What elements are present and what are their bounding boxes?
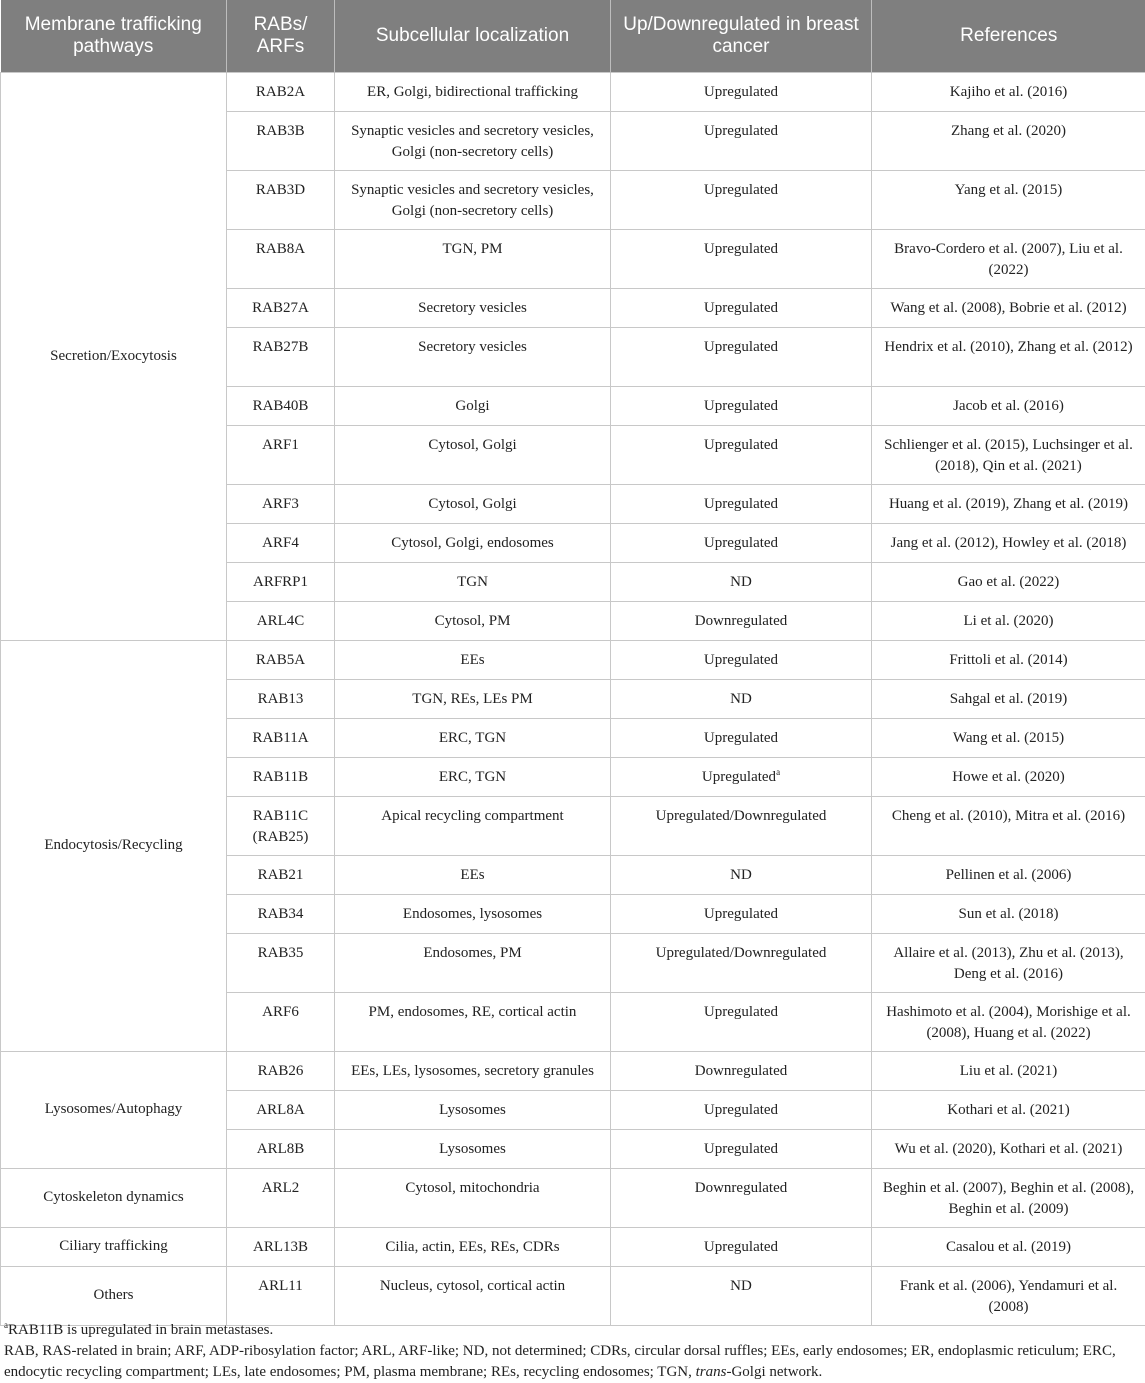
references-cell: Pellinen et al. (2006) — [872, 855, 1145, 894]
references-cell: Huang et al. (2019), Zhang et al. (2019) — [872, 484, 1145, 523]
protein-cell: RAB27B — [227, 327, 335, 386]
protein-cell: ARL2 — [227, 1168, 335, 1227]
regulation-text: ND — [730, 573, 752, 590]
regulation-text: Upregulated/Downregulated — [655, 807, 827, 824]
localization-cell: Secretory vesicles — [335, 288, 611, 327]
regulation-text: Upregulated — [703, 122, 779, 139]
protein-cell: ARF3 — [227, 484, 335, 523]
abbreviations-text: RAB, RAS-related in brain; ARF, ADP-ribosylation factor; ARL, ARF-like; ND, not determined; CDRs, circular dorsal ruffles; EEs, early endosomes; ER, endoplasmic reticulum; ERC, endocytic recycling compartment; LEs, late endosomes; PM, plasma membrane; REs, recycling endosomes; TGN, — [4, 1343, 1116, 1380]
regulation-cell — [611, 1266, 872, 1325]
protein-cell: RAB26 — [227, 1051, 335, 1090]
header-references: References — [872, 0, 1145, 72]
references-cell: Hashimoto et al. (2004), Morishige et al. (2008), Huang et al. (2022) — [872, 992, 1145, 1051]
regulation-cell — [611, 1227, 872, 1266]
localization-cell: PM, endosomes, RE, cortical actin — [335, 992, 611, 1051]
pathway-cell: Cytoskeleton dynamics — [1, 1168, 227, 1227]
regulation-text: Upregulated — [703, 299, 779, 316]
pathway-cell: Ciliary trafficking — [1, 1227, 227, 1266]
references-cell: Beghin et al. (2007), Beghin et al. (2008), Beghin et al. (2009) — [872, 1168, 1145, 1227]
localization-cell: ERC, TGN — [335, 757, 611, 796]
references-cell: Casalou et al. (2019) — [872, 1227, 1145, 1266]
protein-cell: ARL8B — [227, 1129, 335, 1168]
abbreviations-end: -Golgi network. — [726, 1364, 823, 1380]
references-cell: Schlienger et al. (2015), Luchsinger et al. (2018), Qin et al. (2021) — [872, 425, 1145, 484]
localization-cell: Lysosomes — [335, 1129, 611, 1168]
regulation-cell — [611, 894, 872, 933]
regulation-cell — [611, 425, 872, 484]
regulation-text: Downregulated — [694, 1179, 788, 1196]
regulation-cell — [611, 1168, 872, 1227]
references-cell: Kothari et al. (2021) — [872, 1090, 1145, 1129]
references-cell: Allaire et al. (2013), Zhu et al. (2013), Deng et al. (2016) — [872, 933, 1145, 992]
references-cell: Liu et al. (2021) — [872, 1051, 1145, 1090]
references-cell: Hendrix et al. (2010), Zhang et al. (2012) — [872, 327, 1145, 386]
localization-cell: Endosomes, PM — [335, 933, 611, 992]
protein-cell: RAB8A — [227, 229, 335, 288]
protein-cell: RAB34 — [227, 894, 335, 933]
protein-cell: ARFRP1 — [227, 562, 335, 601]
regulation-cell — [611, 72, 872, 111]
protein-cell: RAB11B — [227, 757, 335, 796]
regulation-text: Upregulated — [703, 1003, 779, 1020]
header-pathway: Membrane trafficking pathways — [1, 0, 227, 72]
footnote-a-mark: a — [4, 1320, 8, 1330]
protein-cell: ARL8A — [227, 1090, 335, 1129]
localization-cell: Cytosol, Golgi — [335, 484, 611, 523]
regulation-text: ND — [730, 1277, 752, 1294]
regulation-text: Upregulated — [703, 1101, 779, 1118]
localization-cell: Cytosol, Golgi, endosomes — [335, 523, 611, 562]
footnote-mark: a — [776, 766, 781, 777]
regulation-cell — [611, 757, 872, 796]
references-cell: Sahgal et al. (2019) — [872, 679, 1145, 718]
regulation-cell — [611, 327, 872, 386]
regulation-cell — [611, 111, 872, 170]
protein-cell: RAB13 — [227, 679, 335, 718]
localization-cell: TGN, REs, LEs PM — [335, 679, 611, 718]
localization-cell: Synaptic vesicles and secretory vesicles, Golgi (non-secretory cells) — [335, 170, 611, 229]
localization-cell: Cytosol, Golgi — [335, 425, 611, 484]
references-cell: Wu et al. (2020), Kothari et al. (2021) — [872, 1129, 1145, 1168]
regulation-cell — [611, 855, 872, 894]
regulation-cell — [611, 992, 872, 1051]
regulation-text: Upregulated — [703, 534, 779, 551]
protein-cell: RAB2A — [227, 72, 335, 111]
protein-cell: ARF6 — [227, 992, 335, 1051]
protein-cell: ARF1 — [227, 425, 335, 484]
regulation-text: ND — [730, 866, 752, 883]
references-cell: Gao et al. (2022) — [872, 562, 1145, 601]
regulation-cell — [611, 523, 872, 562]
localization-cell: TGN — [335, 562, 611, 601]
references-cell: Wang et al. (2008), Bobrie et al. (2012) — [872, 288, 1145, 327]
table-row — [1, 1227, 1145, 1266]
references-cell: Sun et al. (2018) — [872, 894, 1145, 933]
pathway-cell: Endocytosis/Recycling — [1, 640, 227, 1051]
table-row — [1, 1266, 1145, 1325]
regulation-text: Upregulated — [703, 905, 779, 922]
protein-cell: RAB21 — [227, 855, 335, 894]
localization-cell: Nucleus, cytosol, cortical actin — [335, 1266, 611, 1325]
localization-cell: Cytosol, mitochondria — [335, 1168, 611, 1227]
abbreviations-italic: trans — [695, 1364, 727, 1380]
localization-cell: EEs — [335, 855, 611, 894]
references-cell: Jacob et al. (2016) — [872, 386, 1145, 425]
protein-cell: RAB5A — [227, 640, 335, 679]
regulation-text: Upregulated — [703, 181, 779, 198]
regulation-cell — [611, 288, 872, 327]
localization-cell: ER, Golgi, bidirectional trafficking — [335, 72, 611, 111]
table-row — [1, 1051, 1145, 1090]
regulation-text: Upregulated — [701, 768, 777, 785]
footnote-abbreviations — [0, 1341, 1140, 1383]
references-cell: Wang et al. (2015) — [872, 718, 1145, 757]
localization-cell: Cytosol, PM — [335, 601, 611, 640]
references-cell: Frittoli et al. (2014) — [872, 640, 1145, 679]
header-row — [1, 0, 1145, 72]
pathway-cell: Secretion/Exocytosis — [1, 72, 227, 640]
localization-cell: ERC, TGN — [335, 718, 611, 757]
regulation-cell — [611, 601, 872, 640]
regulation-cell — [611, 170, 872, 229]
table-row — [1, 1168, 1145, 1227]
regulation-text: Upregulated — [703, 338, 779, 355]
regulation-text: Upregulated — [703, 240, 779, 257]
header-localization: Subcellular localization — [335, 0, 611, 72]
protein-cell: RAB3B — [227, 111, 335, 170]
regulation-text: Upregulated/Downregulated — [655, 944, 827, 961]
references-cell: Li et al. (2020) — [872, 601, 1145, 640]
regulation-text: Upregulated — [703, 729, 779, 746]
protein-cell: RAB3D — [227, 170, 335, 229]
header-protein: RABs/ ARFs — [227, 0, 335, 72]
table-row — [1, 72, 1145, 111]
regulation-cell — [611, 484, 872, 523]
references-cell: Zhang et al. (2020) — [872, 111, 1145, 170]
regulation-cell — [611, 1051, 872, 1090]
localization-cell: EEs — [335, 640, 611, 679]
localization-cell: Cilia, actin, EEs, REs, CDRs — [335, 1227, 611, 1266]
localization-cell: Lysosomes — [335, 1090, 611, 1129]
table-body — [1, 72, 1145, 1325]
references-cell: Jang et al. (2012), Howley et al. (2018) — [872, 523, 1145, 562]
protein-cell: RAB11A — [227, 718, 335, 757]
references-cell: Yang et al. (2015) — [872, 170, 1145, 229]
regulation-text: Upregulated — [703, 83, 779, 100]
references-cell: Frank et al. (2006), Yendamuri et al. (2008) — [872, 1266, 1145, 1325]
header-regulation: Up/Downregulated in breast cancer — [611, 0, 872, 72]
protein-cell: ARL13B — [227, 1227, 335, 1266]
regulation-cell — [611, 386, 872, 425]
protein-cell: RAB27A — [227, 288, 335, 327]
references-cell: Cheng et al. (2010), Mitra et al. (2016) — [872, 796, 1145, 855]
regulation-text: Upregulated — [703, 651, 779, 668]
localization-cell: TGN, PM — [335, 229, 611, 288]
footnote-a — [0, 1320, 1140, 1341]
regulation-cell — [611, 679, 872, 718]
localization-cell: Apical recycling compartment — [335, 796, 611, 855]
regulation-cell — [611, 796, 872, 855]
localization-cell: Synaptic vesicles and secretory vesicles, Golgi (non-secretory cells) — [335, 111, 611, 170]
regulation-text: Downregulated — [694, 612, 788, 629]
regulation-text: Upregulated — [703, 436, 779, 453]
protein-cell: ARL4C — [227, 601, 335, 640]
protein-cell: RAB40B — [227, 386, 335, 425]
regulation-cell — [611, 1129, 872, 1168]
localization-cell: EEs, LEs, lysosomes, secretory granules — [335, 1051, 611, 1090]
pathway-cell: Lysosomes/Autophagy — [1, 1051, 227, 1168]
regulation-cell — [611, 933, 872, 992]
regulation-text: ND — [730, 690, 752, 707]
protein-cell: RAB35 — [227, 933, 335, 992]
regulation-text: Upregulated — [703, 495, 779, 512]
table-row — [1, 640, 1145, 679]
regulation-cell — [611, 1090, 872, 1129]
regulation-text: Upregulated — [703, 397, 779, 414]
references-cell: Bravo-Cordero et al. (2007), Liu et al. (2022) — [872, 229, 1145, 288]
regulation-cell — [611, 640, 872, 679]
footnote-a-text: RAB11B is upregulated in brain metastases. — [8, 1322, 274, 1338]
table-footnotes — [0, 1320, 1140, 1383]
references-cell: Howe et al. (2020) — [872, 757, 1145, 796]
regulation-text: Upregulated — [703, 1140, 779, 1157]
protein-cell: ARL11 — [227, 1266, 335, 1325]
references-cell: Kajiho et al. (2016) — [872, 72, 1145, 111]
protein-cell: RAB11C (RAB25) — [227, 796, 335, 855]
regulation-cell — [611, 229, 872, 288]
regulation-cell — [611, 562, 872, 601]
regulation-cell — [611, 718, 872, 757]
localization-cell: Secretory vesicles — [335, 327, 611, 386]
protein-cell: ARF4 — [227, 523, 335, 562]
regulation-text: Upregulated — [703, 1238, 779, 1255]
regulation-text: Downregulated — [694, 1062, 788, 1079]
pathway-cell: Others — [1, 1266, 227, 1325]
localization-cell: Endosomes, lysosomes — [335, 894, 611, 933]
localization-cell: Golgi — [335, 386, 611, 425]
